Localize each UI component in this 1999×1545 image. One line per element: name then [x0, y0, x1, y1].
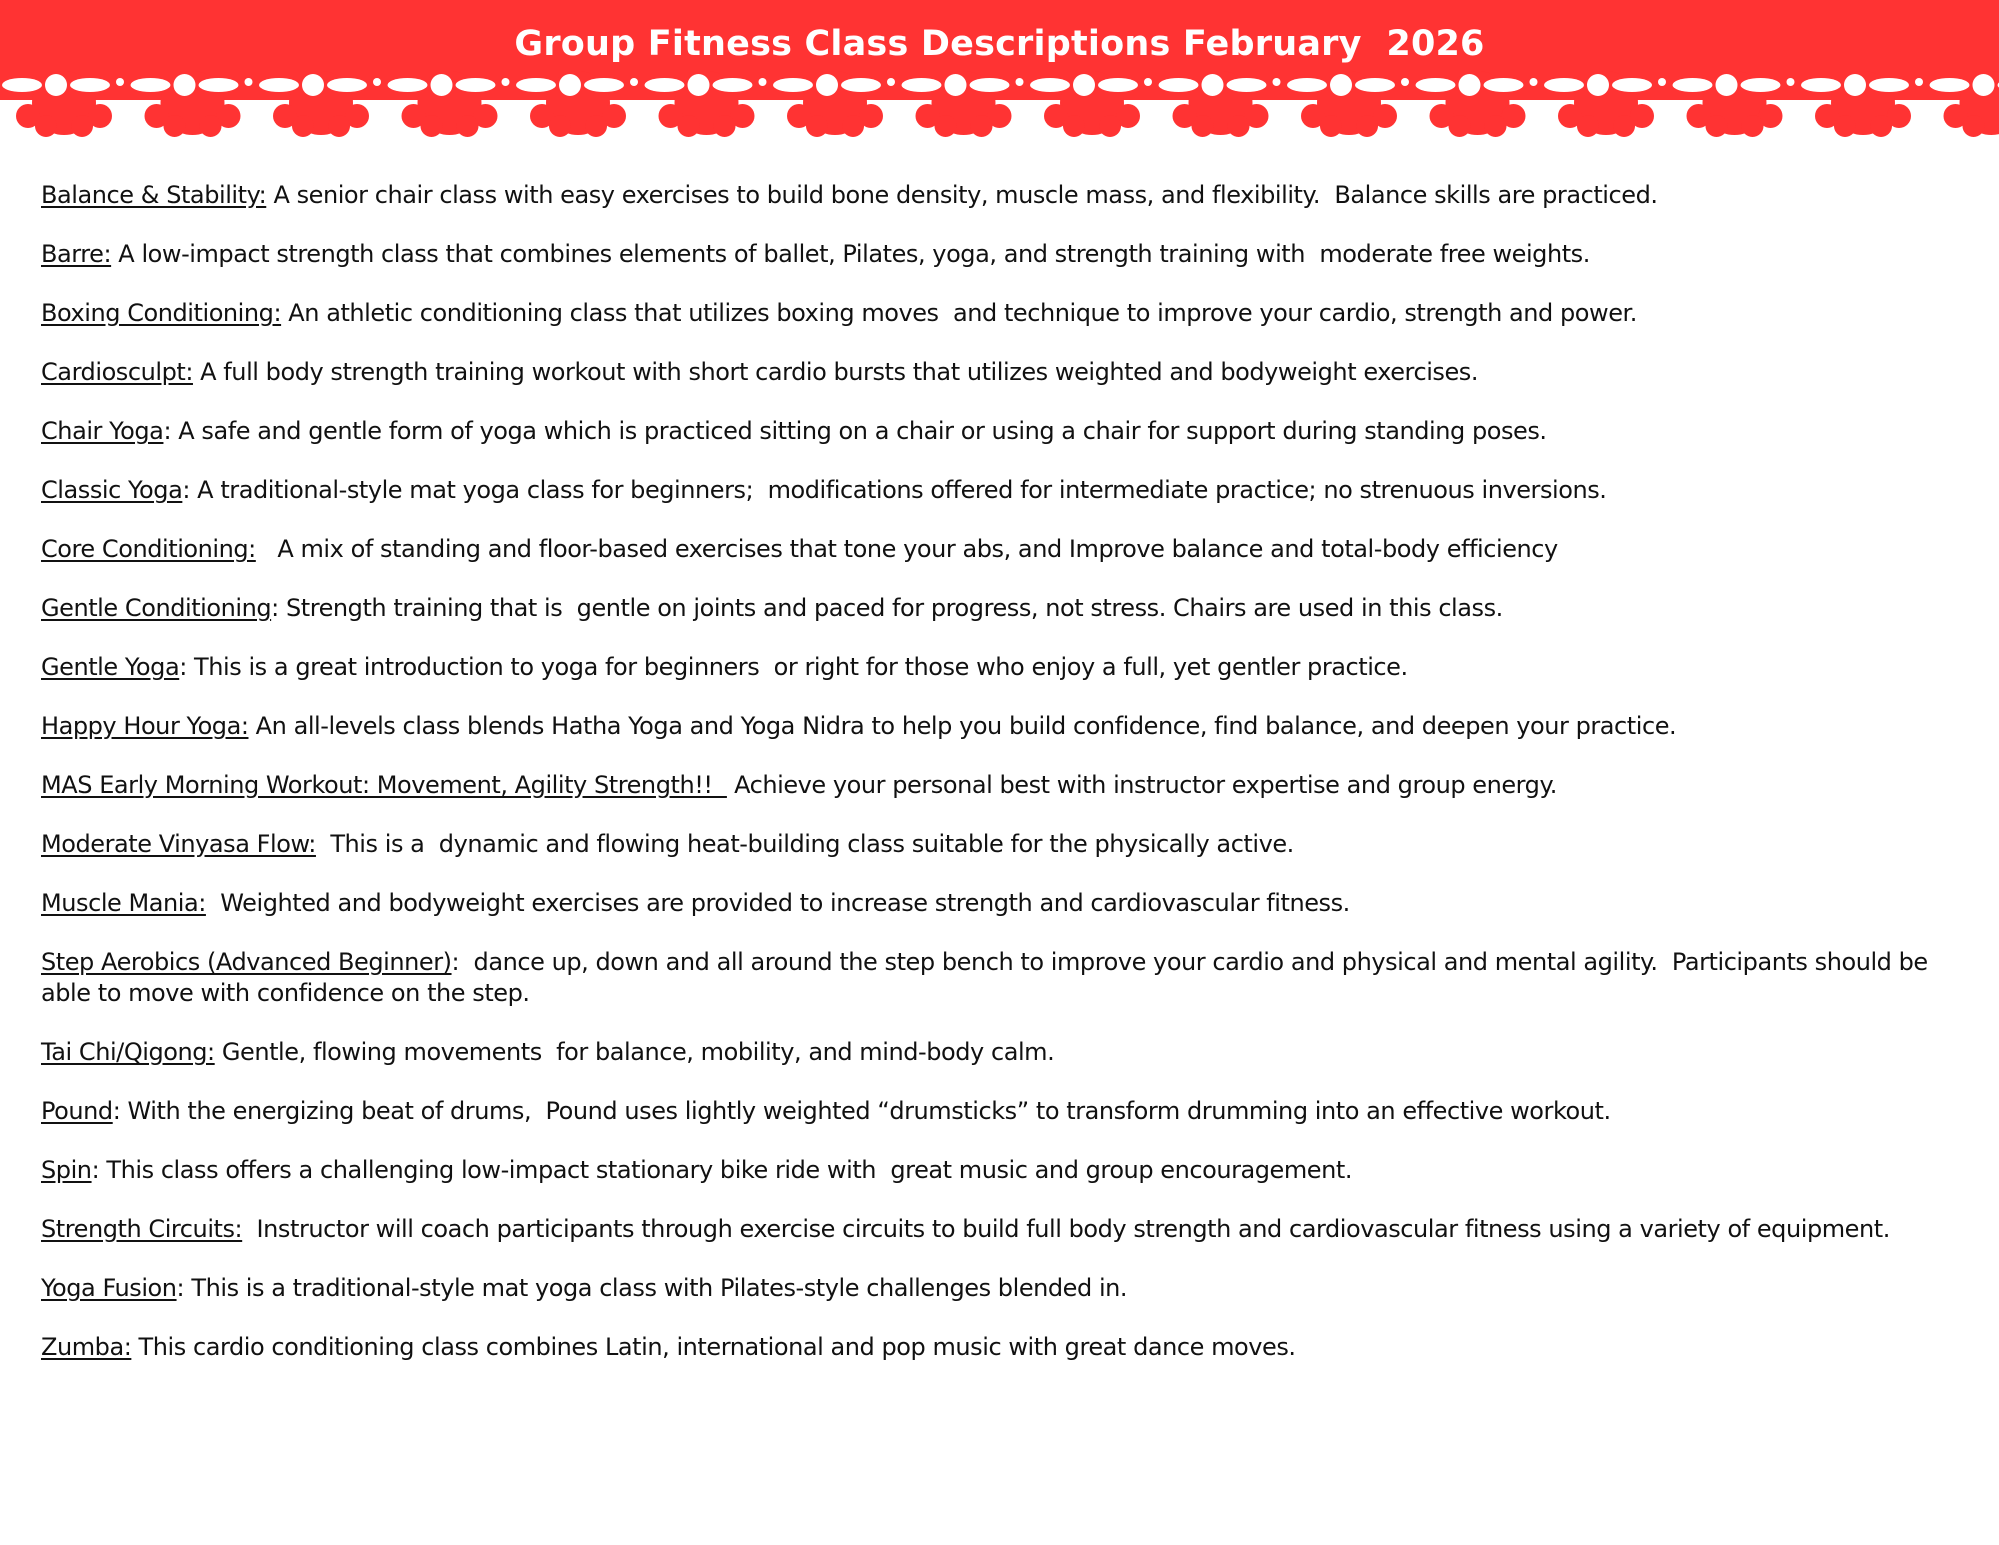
banner-scallop-small: [200, 115, 222, 137]
page-title: Group Fitness Class Descriptions February 2026: [514, 24, 1485, 64]
banner-scallop-small: [971, 115, 993, 137]
class-name: Pound: [41, 1097, 113, 1125]
banner-lace-oval: [1484, 78, 1524, 92]
banner-lace-oval: [1355, 78, 1395, 92]
class-name: Moderate Vinyasa Flow:: [41, 830, 316, 858]
class-description-text: A traditional-style mat yoga class for beginners; modifications offered for intermediate practice; no strenuous inversions.: [197, 476, 1607, 504]
banner-lace-oval: [259, 78, 299, 92]
banner-lace-oval: [2, 78, 42, 92]
banner-scallop-small: [1228, 115, 1250, 137]
banner-lace-small-dot: [1915, 78, 1923, 86]
banner-scallop-small: [585, 115, 607, 137]
banner-scallop-small: [328, 115, 350, 137]
banner-lace-dot: [174, 74, 196, 96]
class-name: Balance & Stability:: [41, 181, 267, 209]
class-name: Step Aerobics (Advanced Beginner): [41, 948, 452, 976]
class-name-separator: :: [112, 1097, 128, 1125]
class-description-item: [41, 475, 1971, 506]
class-name-separator: [206, 889, 220, 917]
banner-lace-small-dot: [116, 78, 124, 86]
class-description-item: [41, 1155, 1971, 1186]
class-description-text: Achieve your personal best with instructor expertise and group energy.: [734, 771, 1557, 799]
class-description-item: [41, 1273, 1971, 1304]
banner-lace-oval: [584, 78, 624, 92]
banner-lace-small-dot: [1144, 78, 1152, 86]
class-description-text: Gentle, flowing movements for balance, mobility, and mind-body calm.: [221, 1038, 1055, 1066]
banner-lace-oval: [1930, 78, 1970, 92]
banner-lace-oval: [1030, 78, 1070, 92]
banner-lace-oval: [645, 78, 685, 92]
class-description-text: dance up, down and all around the step bench to improve your cardio and physical and mental agility. Participants should be able to move with confidence on the step.: [41, 948, 1935, 1007]
banner-scallop-small: [1834, 115, 1856, 137]
class-description-item: [41, 829, 1971, 860]
class-name-separator: :: [179, 653, 195, 681]
class-description-item: [41, 357, 1971, 388]
header-banner: [0, 0, 1999, 150]
banner-lace-dot: [1973, 74, 1995, 96]
class-name-separator: [256, 535, 278, 563]
banner-lace-dot: [559, 74, 581, 96]
class-name: Happy Hour Yoga:: [41, 712, 249, 740]
class-name: Classic Yoga: [41, 476, 183, 504]
banner-scallop-small: [1099, 115, 1121, 137]
banner-lace-dot: [1073, 74, 1095, 96]
class-name: Spin: [41, 1156, 92, 1184]
class-name: Chair Yoga: [41, 417, 164, 445]
class-description-text: This is a great introduction to yoga for beginners or right for those who enjoy a full, yet gentler practice.: [194, 653, 1408, 681]
class-description-list: [41, 180, 1971, 1391]
banner-lace-oval: [841, 78, 881, 92]
banner-scallop-small: [1485, 115, 1507, 137]
banner-lace-dot: [1587, 74, 1609, 96]
banner-lace-dot: [431, 74, 453, 96]
banner-scallop-small: [421, 115, 443, 137]
banner-lace-dot: [1459, 74, 1481, 96]
banner-scallop-small: [1613, 115, 1635, 137]
class-name-separator: :: [176, 1274, 192, 1302]
banner-scallop-small: [1320, 115, 1342, 137]
class-name-separator: :: [271, 594, 286, 622]
class-name: Tai Chi/Qigong:: [41, 1038, 215, 1066]
banner-lace-oval: [970, 78, 1010, 92]
banner-scallop-small: [292, 115, 314, 137]
banner-lace-small-dot: [1016, 78, 1024, 86]
class-name: Core Conditioning:: [41, 535, 256, 563]
class-name: MAS Early Morning Workout: Movement, Agility Strength!!: [41, 771, 727, 799]
banner-lace-oval: [1227, 78, 1267, 92]
banner-lace-dot: [688, 74, 710, 96]
class-description-text: This is a dynamic and flowing heat-building class suitable for the physically active.: [330, 830, 1294, 858]
banner-scallop-small: [678, 115, 700, 137]
banner-lace-oval: [1416, 78, 1456, 92]
class-name: Cardiosculpt:: [41, 358, 193, 386]
banner-lace-dot: [945, 74, 967, 96]
class-description-item: [41, 770, 1971, 801]
class-name: Strength Circuits:: [41, 1215, 243, 1243]
class-description-text: An athletic conditioning class that utilizes boxing moves and technique to improve your cardio, strength and power.: [288, 299, 1637, 327]
banner-lace-dot: [302, 74, 324, 96]
class-name: Zumba:: [41, 1333, 132, 1361]
class-description-item: [41, 1037, 1971, 1068]
class-description-item: [41, 947, 1971, 1009]
class-description-text: A low-impact strength class that combines elements of ballet, Pilates, yoga, and strength training with moderate free weights.: [118, 240, 1590, 268]
banner-lace-oval: [1869, 78, 1909, 92]
class-description-item: [41, 1214, 1971, 1245]
banner-lace-oval: [902, 78, 942, 92]
class-description-item: [41, 711, 1971, 742]
class-description-text: Weighted and bodyweight exercises are provided to increase strength and cardiovascular fitness.: [220, 889, 1350, 917]
class-name-separator: [131, 1333, 138, 1361]
class-name-separator: :: [182, 476, 198, 504]
banner-scallop-small: [1063, 115, 1085, 137]
class-description-text: A safe and gentle form of yoga which is practiced sitting on a chair or using a chair for support during standing poses.: [178, 417, 1547, 445]
banner-lace-oval: [1544, 78, 1584, 92]
class-description-text: This is a traditional-style mat yoga class with Pilates-style challenges blended in.: [191, 1274, 1128, 1302]
banner-lace-small-dot: [1787, 78, 1795, 86]
banner-scallop-small: [71, 115, 93, 137]
class-description-item: [41, 888, 1971, 919]
banner-lace-oval: [1287, 78, 1327, 92]
banner-scallop-small: [1870, 115, 1892, 137]
class-name-separator: :: [91, 1156, 107, 1184]
banner-scallop-small: [164, 115, 186, 137]
banner-lace-oval: [1673, 78, 1713, 92]
banner-lace-small-dot: [1530, 78, 1538, 86]
class-name-separator: :: [163, 417, 179, 445]
banner-lace-oval: [1741, 78, 1781, 92]
banner-lace-dot: [1716, 74, 1738, 96]
banner-lace-oval: [516, 78, 556, 92]
banner-scallop-small: [806, 115, 828, 137]
class-description-text: A full body strength training workout with short cardio bursts that utilizes weighted and bodyweight exercises.: [200, 358, 1479, 386]
class-name-separator: [316, 830, 330, 858]
class-name: Muscle Mania:: [41, 889, 206, 917]
banner-lace-small-dot: [759, 78, 767, 86]
banner-lace-oval: [1098, 78, 1138, 92]
banner-lace-small-dot: [502, 78, 510, 86]
class-description-text: A senior chair class with easy exercises to build bone density, muscle mass, and flexibility. Balance skills are practiced.: [273, 181, 1658, 209]
class-name-separator: [215, 1038, 222, 1066]
banner-lace-dot: [816, 74, 838, 96]
banner-scallop-small: [1192, 115, 1214, 137]
banner-lace-small-dot: [245, 78, 253, 86]
banner-lace-dot: [45, 74, 67, 96]
class-description-text: This cardio conditioning class combines Latin, international and pop music with great dance moves.: [138, 1333, 1296, 1361]
class-description-item: [41, 1332, 1971, 1363]
class-description-text: Strength training that is gentle on joints and paced for progress, not stress. Chairs are used in this class.: [285, 594, 1503, 622]
class-name: Boxing Conditioning:: [41, 299, 282, 327]
banner-scallop-small: [1577, 115, 1599, 137]
banner-lace-oval: [70, 78, 110, 92]
banner-lace-oval: [1801, 78, 1841, 92]
class-description-text: A mix of standing and floor-based exercises that tone your abs, and Improve balance and total-body efficiency: [277, 535, 1558, 563]
class-description-text: Instructor will coach participants through exercise circuits to build full body strength and cardiovascular fitness using a variety of equipment.: [256, 1215, 1890, 1243]
class-name: Gentle Conditioning: [41, 594, 272, 622]
class-description-item: [41, 1096, 1971, 1127]
banner-lace-small-dot: [1401, 78, 1409, 86]
banner-lace-small-dot: [630, 78, 638, 86]
banner-lace-oval: [199, 78, 239, 92]
class-name-separator: [248, 712, 255, 740]
banner-scallop-small: [35, 115, 57, 137]
class-description-item: [41, 652, 1971, 683]
banner-lace-oval: [131, 78, 171, 92]
banner-lace-dot: [1330, 74, 1352, 96]
banner-lace-dot: [1202, 74, 1224, 96]
class-name: Gentle Yoga: [41, 653, 180, 681]
class-name: Yoga Fusion: [41, 1274, 177, 1302]
banner-lace-oval: [1612, 78, 1652, 92]
banner-lace-dot: [1844, 74, 1866, 96]
banner-lace-oval: [1159, 78, 1199, 92]
banner-scallop-small: [1963, 115, 1985, 137]
class-name-separator: [242, 1215, 256, 1243]
banner-lace-small-dot: [1658, 78, 1666, 86]
banner-scallop-small: [714, 115, 736, 137]
banner-lace-oval: [327, 78, 367, 92]
class-description-item: [41, 593, 1971, 624]
class-description-item: [41, 416, 1971, 447]
banner-lace-oval: [456, 78, 496, 92]
banner-lace-small-dot: [1273, 78, 1281, 86]
class-description-item: [41, 534, 1971, 565]
banner-scallop-small: [1356, 115, 1378, 137]
banner-scallop-small: [1706, 115, 1728, 137]
banner-lace-small-dot: [887, 78, 895, 86]
class-name-separator: :: [451, 948, 474, 976]
banner-lace-small-dot: [373, 78, 381, 86]
banner-lace-oval: [388, 78, 428, 92]
class-description-text: With the energizing beat of drums, Pound uses lightly weighted “drumsticks” to transform drumming into an effective workout.: [127, 1097, 1611, 1125]
class-description-text: This class offers a challenging low-impact stationary bike ride with great music and group encouragement.: [106, 1156, 1353, 1184]
class-description-item: [41, 180, 1971, 211]
class-name: Barre:: [41, 240, 112, 268]
class-description-item: [41, 298, 1971, 329]
banner-scallop-small: [549, 115, 571, 137]
banner-lace-oval: [713, 78, 753, 92]
class-description-item: [41, 239, 1971, 270]
banner-scallop-small: [935, 115, 957, 137]
banner-scallop-small: [457, 115, 479, 137]
banner-scallop-small: [842, 115, 864, 137]
banner-scallop-small: [1742, 115, 1764, 137]
class-description-text: An all-levels class blends Hatha Yoga and Yoga Nidra to help you build confidence, find balance, and deepen your practice.: [255, 712, 1677, 740]
banner-lace-oval: [773, 78, 813, 92]
banner-scallop-small: [1449, 115, 1471, 137]
